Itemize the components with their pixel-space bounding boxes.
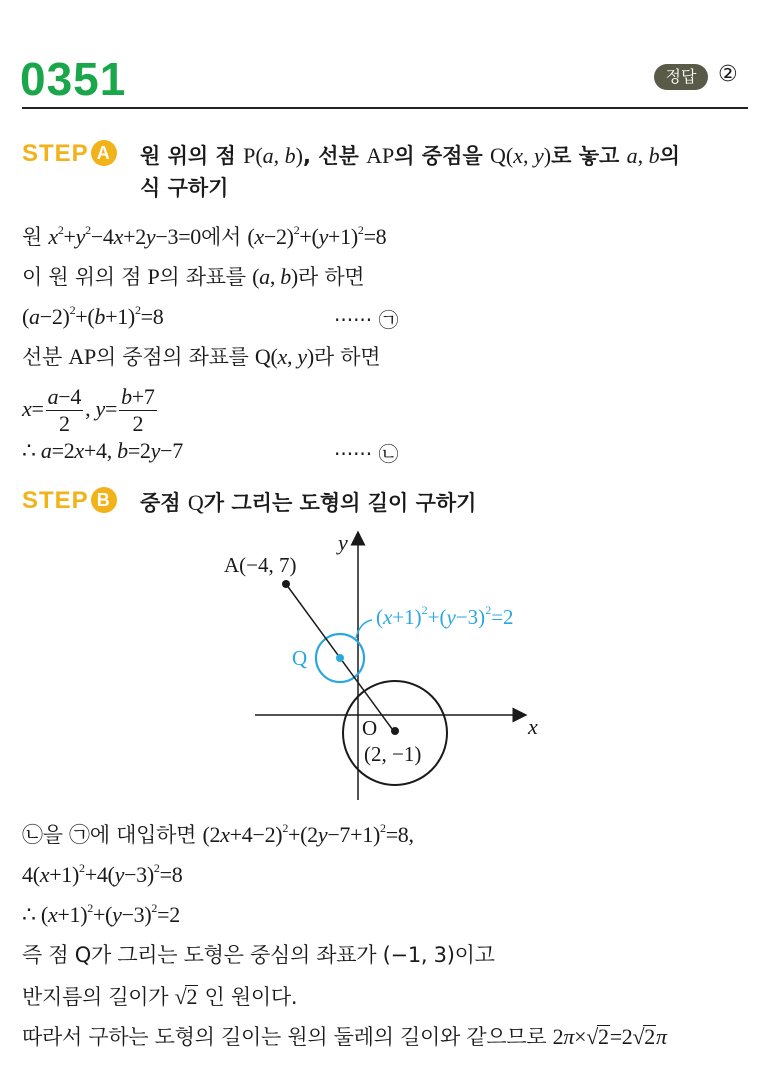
- marker-2: ······ ㉡: [334, 442, 399, 466]
- expanded-line: $4(x+1)^2+4(y-3)^2=8$: [22, 861, 183, 887]
- b-l5-prefix: 반지름의 길이가: [22, 985, 175, 1009]
- l1-prefix: 원: [22, 225, 49, 249]
- result-line: ∴ $(x+1)^2+(y-3)^2=2$: [22, 901, 180, 927]
- circle-equation-line: 원 $x^2+y^2-4x+2y-3=0$에서 $(x-2)^2+(y+1)^2=8$: [22, 223, 387, 249]
- origin-label: O: [362, 716, 378, 740]
- substitution-line: ㉡을 ㉠에 대입하면 $(2x+4-2)^2+(2y-7+1)^2=8$,: [22, 821, 414, 847]
- final-line: 따라서 구하는 도형의 길이는 원의 둘레의 길이와 같으므로 2π×√2=2√2π: [22, 1024, 667, 1049]
- x-axis-label: x: [528, 714, 538, 739]
- problem-number: 0351: [20, 53, 127, 105]
- answer-badge: 정답: [654, 64, 708, 90]
- step-a-text: STEP: [22, 140, 89, 167]
- equation-1-line: $(a-2)^2+(b+1)^2=8$: [22, 303, 164, 329]
- step-a-title: 원 위의 점 P(a, b), 선분 AP의 중점을 Q(x, y)로 놓고 a, b의: [140, 143, 680, 168]
- center-dot: [391, 727, 399, 735]
- center-line: 즉 점 Q가 그리는 도형은 중심의 좌표가 (−1, 3)이고: [22, 943, 495, 967]
- equation-2-line: ∴ a=2x+4, b=2y−7: [22, 438, 183, 463]
- y-axis-label: y: [338, 530, 348, 555]
- midpoint-line: 선분 AP의 중점의 좌표를 Q(x, y)라 하면: [22, 344, 381, 369]
- l1-suffix: 에서: [201, 225, 248, 249]
- step-a-title-2: 식 구하기: [140, 176, 229, 200]
- point-q-label: Q: [292, 646, 308, 670]
- step-b-letter: B: [91, 487, 117, 513]
- step-a-letter: A: [91, 140, 117, 166]
- point-a-dot: [282, 580, 290, 588]
- midpoint-formula: x= $\frac{a-4}{2}$ , y= $\frac{b+7}{2}$: [22, 383, 155, 436]
- step-b-title: 중점 Q가 그리는 도형의 길이 구하기: [140, 490, 477, 515]
- marker-1: ······ ㉠: [334, 308, 399, 332]
- answer-value: ②: [718, 62, 738, 87]
- point-q-dot: [336, 654, 344, 662]
- center-label: (2, −1): [364, 742, 422, 766]
- point-p-line: 이 원 위의 점 P의 좌표를 (a, b)라 하면: [22, 264, 365, 289]
- circle-label: $(x+1)^2+(y-3)^2=2$: [376, 603, 514, 629]
- point-a-label: A(−4, 7): [224, 553, 297, 577]
- b-l5-suffix: 인 원이다.: [204, 985, 298, 1009]
- b-l1-prefix: ㉡을 ㉠에 대입하면: [22, 823, 203, 847]
- radius-line: 반지름의 길이가 √2 인 원이다.: [22, 984, 298, 1009]
- b-l6-prefix: 따라서 구하는 도형의 길이는 원의 둘레의 길이와 같으므로: [22, 1025, 553, 1049]
- step-b-text: STEP: [22, 487, 89, 514]
